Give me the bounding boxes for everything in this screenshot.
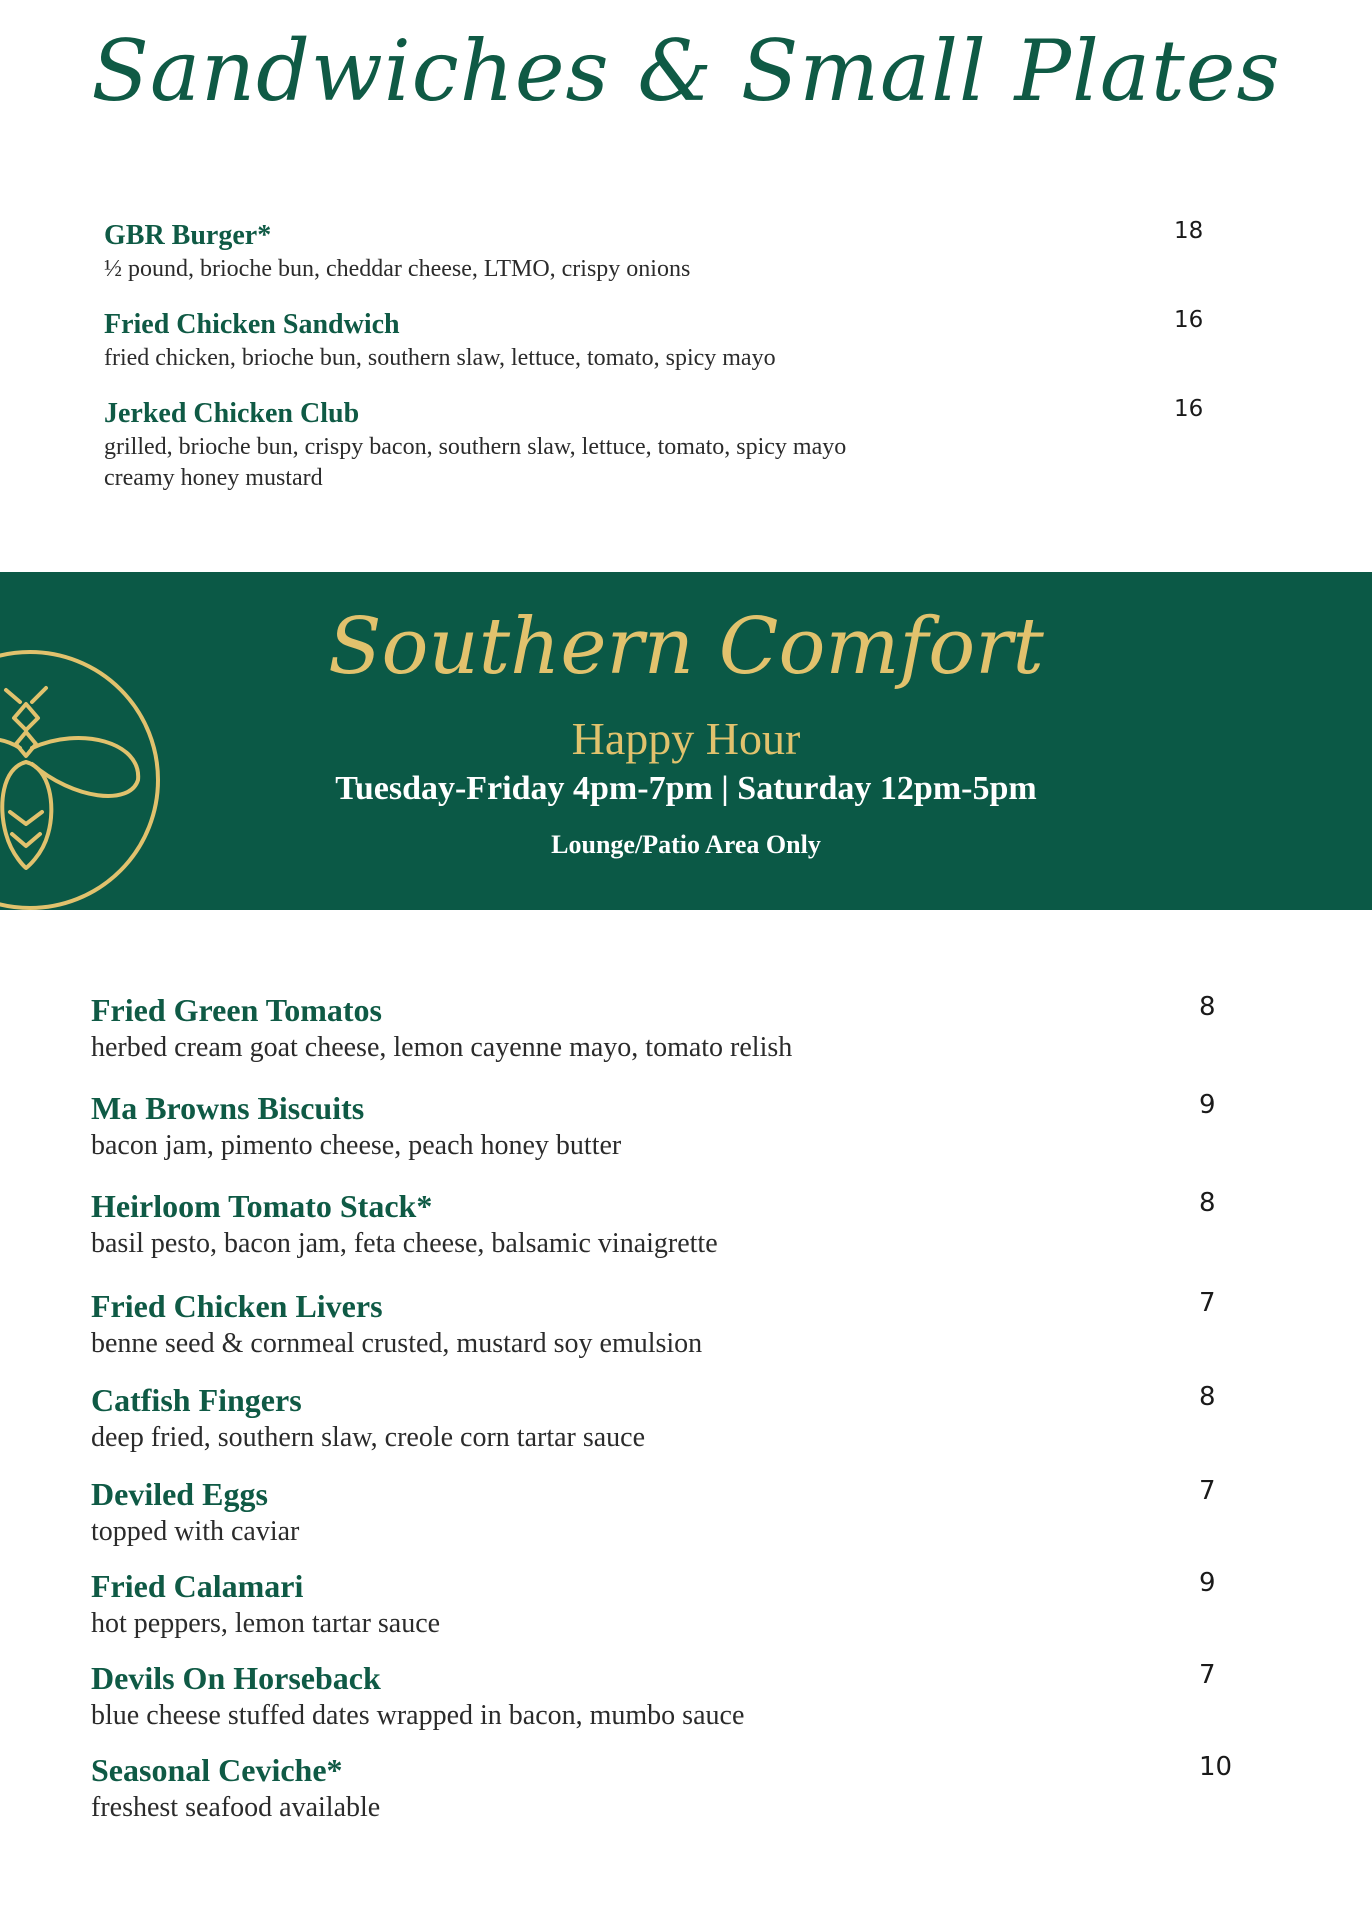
item-price: 16 <box>1174 396 1204 422</box>
item-price: 9 <box>1199 1568 1216 1598</box>
menu-item <box>91 1286 1291 1362</box>
item-name: Fried Chicken Livers <box>91 1288 383 1324</box>
item-price: 8 <box>1199 1188 1216 1218</box>
item-description: benne seed & cornmeal crusted, mustard soy emulsion <box>91 1328 703 1359</box>
menu-item <box>91 1088 1291 1164</box>
item-price: 9 <box>1199 1090 1216 1120</box>
item-price: 7 <box>1199 1288 1216 1318</box>
banner-hours: Tuesday-Friday 4pm-7pm | Saturday 12pm-5pm <box>335 770 1037 807</box>
item-name: Fried Calamari <box>91 1568 304 1604</box>
item-description: blue cheese stuffed dates wrapped in bacon, mumbo sauce <box>91 1700 745 1731</box>
item-description: hot peppers, lemon tartar sauce <box>91 1608 441 1639</box>
item-description: fried chicken, brioche bun, southern slaw, lettuce, tomato, spicy mayo <box>104 345 776 371</box>
menu-item <box>91 990 1291 1066</box>
menu-item <box>91 1186 1291 1262</box>
item-name: Ma Browns Biscuits <box>91 1090 365 1126</box>
happy-hour-list <box>91 990 1291 1826</box>
item-name: Fried Chicken Sandwich <box>104 309 400 340</box>
item-price: 16 <box>1174 307 1204 333</box>
banner-subtitle: Happy Hour <box>571 713 801 764</box>
item-description: grilled, brioche bun, crispy bacon, southern slaw, lettuce, tomato, spicy mayo creamy honey mustard <box>104 434 847 491</box>
menu-item <box>91 1566 1291 1642</box>
menu-item <box>104 396 1204 494</box>
item-name: Devils On Horseback <box>91 1660 381 1696</box>
item-description: basil pesto, bacon jam, feta cheese, balsamic vinaigrette <box>91 1228 718 1259</box>
banner-title: Southern Comfort <box>328 602 1044 692</box>
menu-item <box>91 1750 1291 1826</box>
item-price: 8 <box>1199 1382 1216 1412</box>
menu-item <box>91 1658 1291 1734</box>
menu-item <box>91 1380 1291 1456</box>
item-price: 8 <box>1199 992 1216 1022</box>
item-description: bacon jam, pimento cheese, peach honey butter <box>91 1130 622 1161</box>
menu-item <box>104 218 1204 285</box>
item-name: Jerked Chicken Club <box>104 398 360 429</box>
menu-item <box>104 307 1204 374</box>
item-description: deep fried, southern slaw, creole corn tartar sauce <box>91 1422 646 1453</box>
item-price: 10 <box>1199 1752 1233 1782</box>
item-name: Heirloom Tomato Stack* <box>91 1188 433 1224</box>
item-description: herbed cream goat cheese, lemon cayenne mayo, tomato relish <box>91 1032 793 1063</box>
item-price: 18 <box>1174 218 1204 244</box>
item-price: 7 <box>1199 1476 1216 1506</box>
item-description: freshest seafood available <box>91 1792 381 1823</box>
item-name: Fried Green Tomatos <box>91 992 382 1028</box>
banner-area-note: Lounge/Patio Area Only <box>551 830 821 859</box>
item-price: 7 <box>1199 1660 1216 1690</box>
item-name: Catfish Fingers <box>91 1382 302 1418</box>
happy-hour-banner <box>0 572 1372 910</box>
item-name: Seasonal Ceviche* <box>91 1752 343 1788</box>
item-name: GBR Burger* <box>104 220 272 251</box>
item-description: ½ pound, brioche bun, cheddar cheese, LTMO, crispy onions <box>104 256 691 282</box>
section-title-sandwiches: Sandwiches & Small Plates <box>91 22 1281 120</box>
menu-item <box>91 1474 1291 1550</box>
sandwiches-list <box>104 218 1204 516</box>
item-name: Deviled Eggs <box>91 1476 268 1512</box>
item-description: topped with caviar <box>91 1516 300 1547</box>
